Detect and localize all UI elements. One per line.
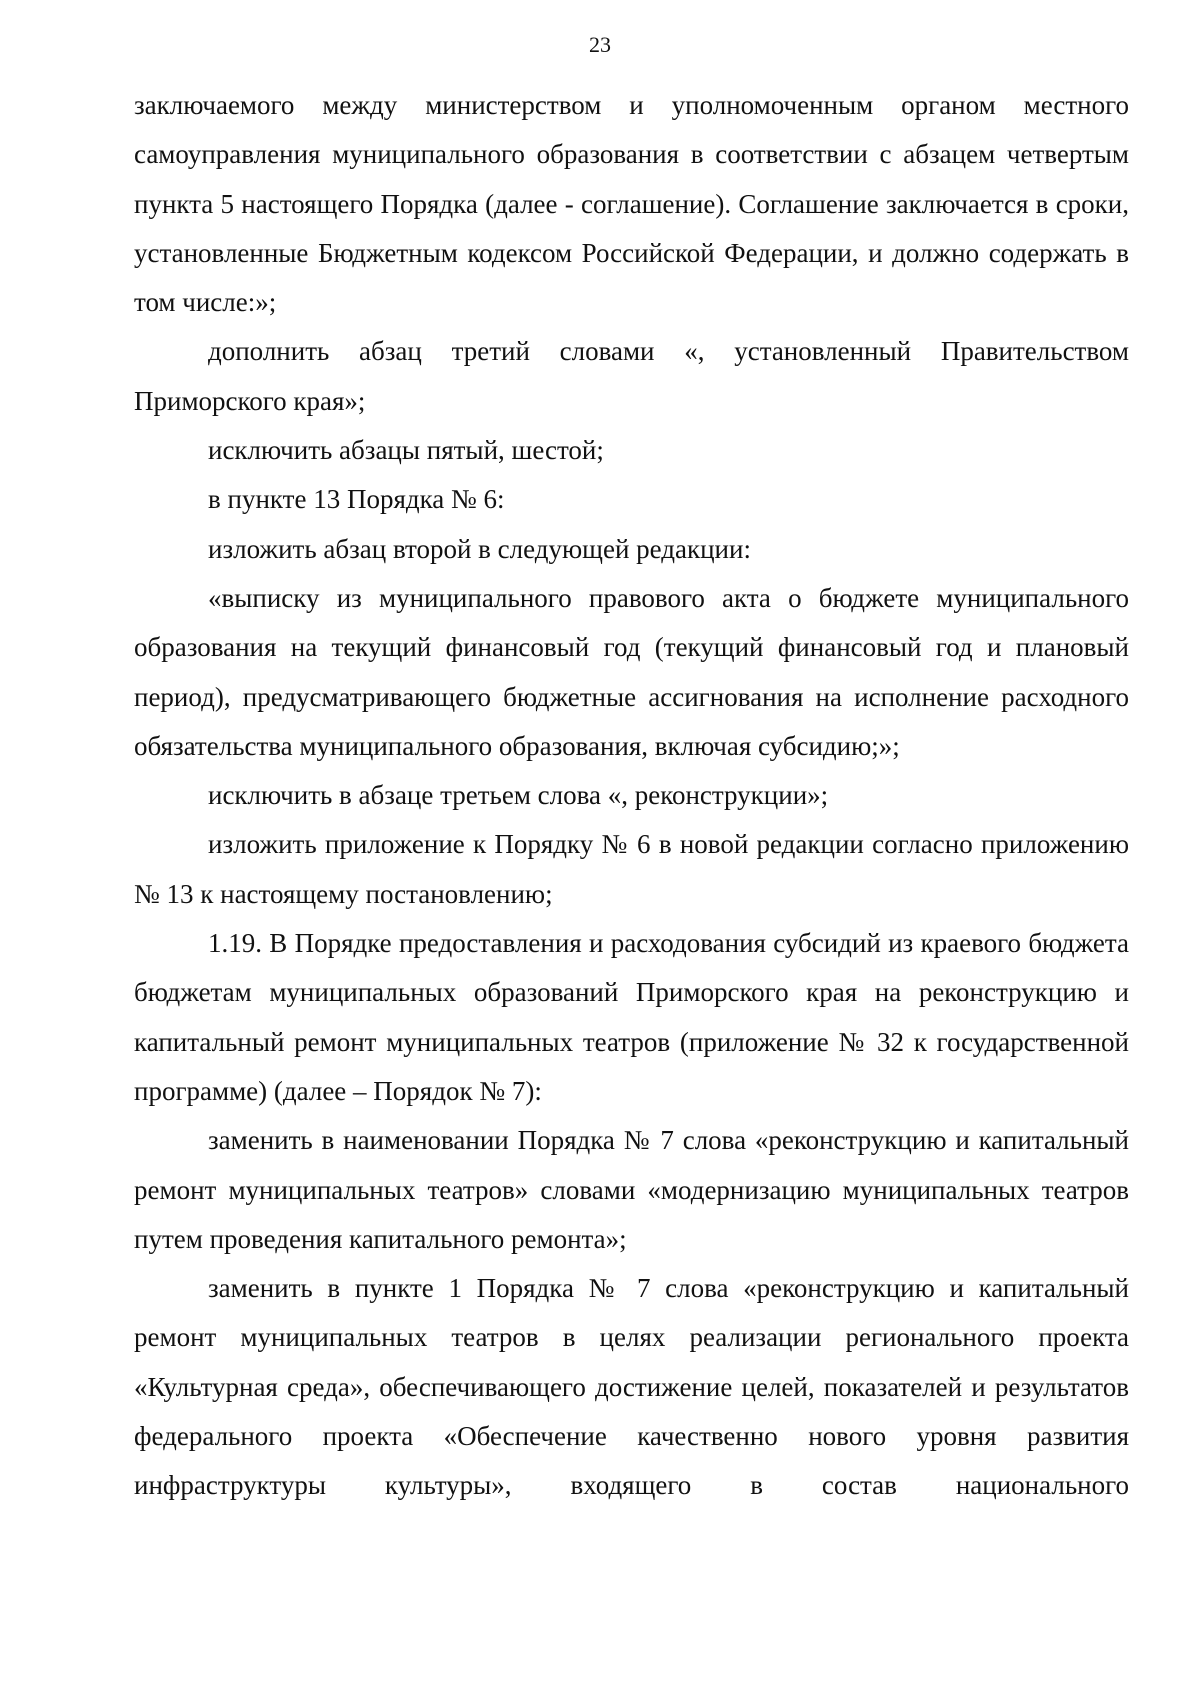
paragraph-2: дополнить абзац третий словами «, установленный Правительством Приморского края»;	[134, 336, 1129, 416]
paragraph-7: исключить в абзаце третьем слова «, реконструкции»;	[208, 780, 829, 811]
paragraph-4: в пункте 13 Порядка № 6:	[208, 484, 505, 515]
paragraph-3: исключить абзацы пятый, шестой;	[208, 435, 604, 466]
paragraph-1: заключаемого между министерством и уполномоченным органом местного самоуправления муниципального образования в соответствии с абзацем четвертым пункта 5 настоящего Порядка (далее - соглашение). Соглашение заключается в сроки, установленные Бюджетным кодексом Российской Федерации, и должно содержать в том числе:»;	[134, 90, 1129, 318]
paragraph-8: изложить приложение к Порядку № 6 в новой редакции согласно приложению № 13 к настоящему постановлению;	[134, 829, 1129, 909]
paragraph-6: «выписку из муниципального правового акта о бюджете муниципального образования на текущий финансовый год (текущий финансовый год и плановый период), предусматривающего бюджетные ассигнования на исполнение расходного обязательства муниципального образования, включая субсидию;»;	[134, 582, 1129, 761]
paragraph-5: изложить абзац второй в следующей редакции:	[208, 533, 751, 564]
paragraph-10: заменить в наименовании Порядка № 7 слова «реконструкцию и капитальный ремонт муниципальных театров» словами «модернизацию муниципальных театров путем проведения капитального ремонта»;	[134, 1125, 1129, 1254]
paragraph-9: 1.19. В Порядке предоставления и расходования субсидий из краевого бюджета бюджетам муниципальных образований Приморского края на реконструкцию и капитальный ремонт муниципальных театров (приложение № 32 к государственной программе) (далее – Порядок № 7):	[134, 928, 1129, 1106]
paragraph-11: заменить в пункте 1 Порядка № 7 слова «реконструкцию и капитальный ремонт муниципальных театров в целях реализации регионального проекта «Культурная среда», обеспечивающего достижение целей, показателей и результатов федерального проекта «Обеспечение качественно нового уровня развития инфраструктуры культуры», входящего в состав национального	[134, 1273, 1129, 1501]
page-number: 23	[589, 32, 611, 57]
document-body	[134, 81, 1129, 1511]
